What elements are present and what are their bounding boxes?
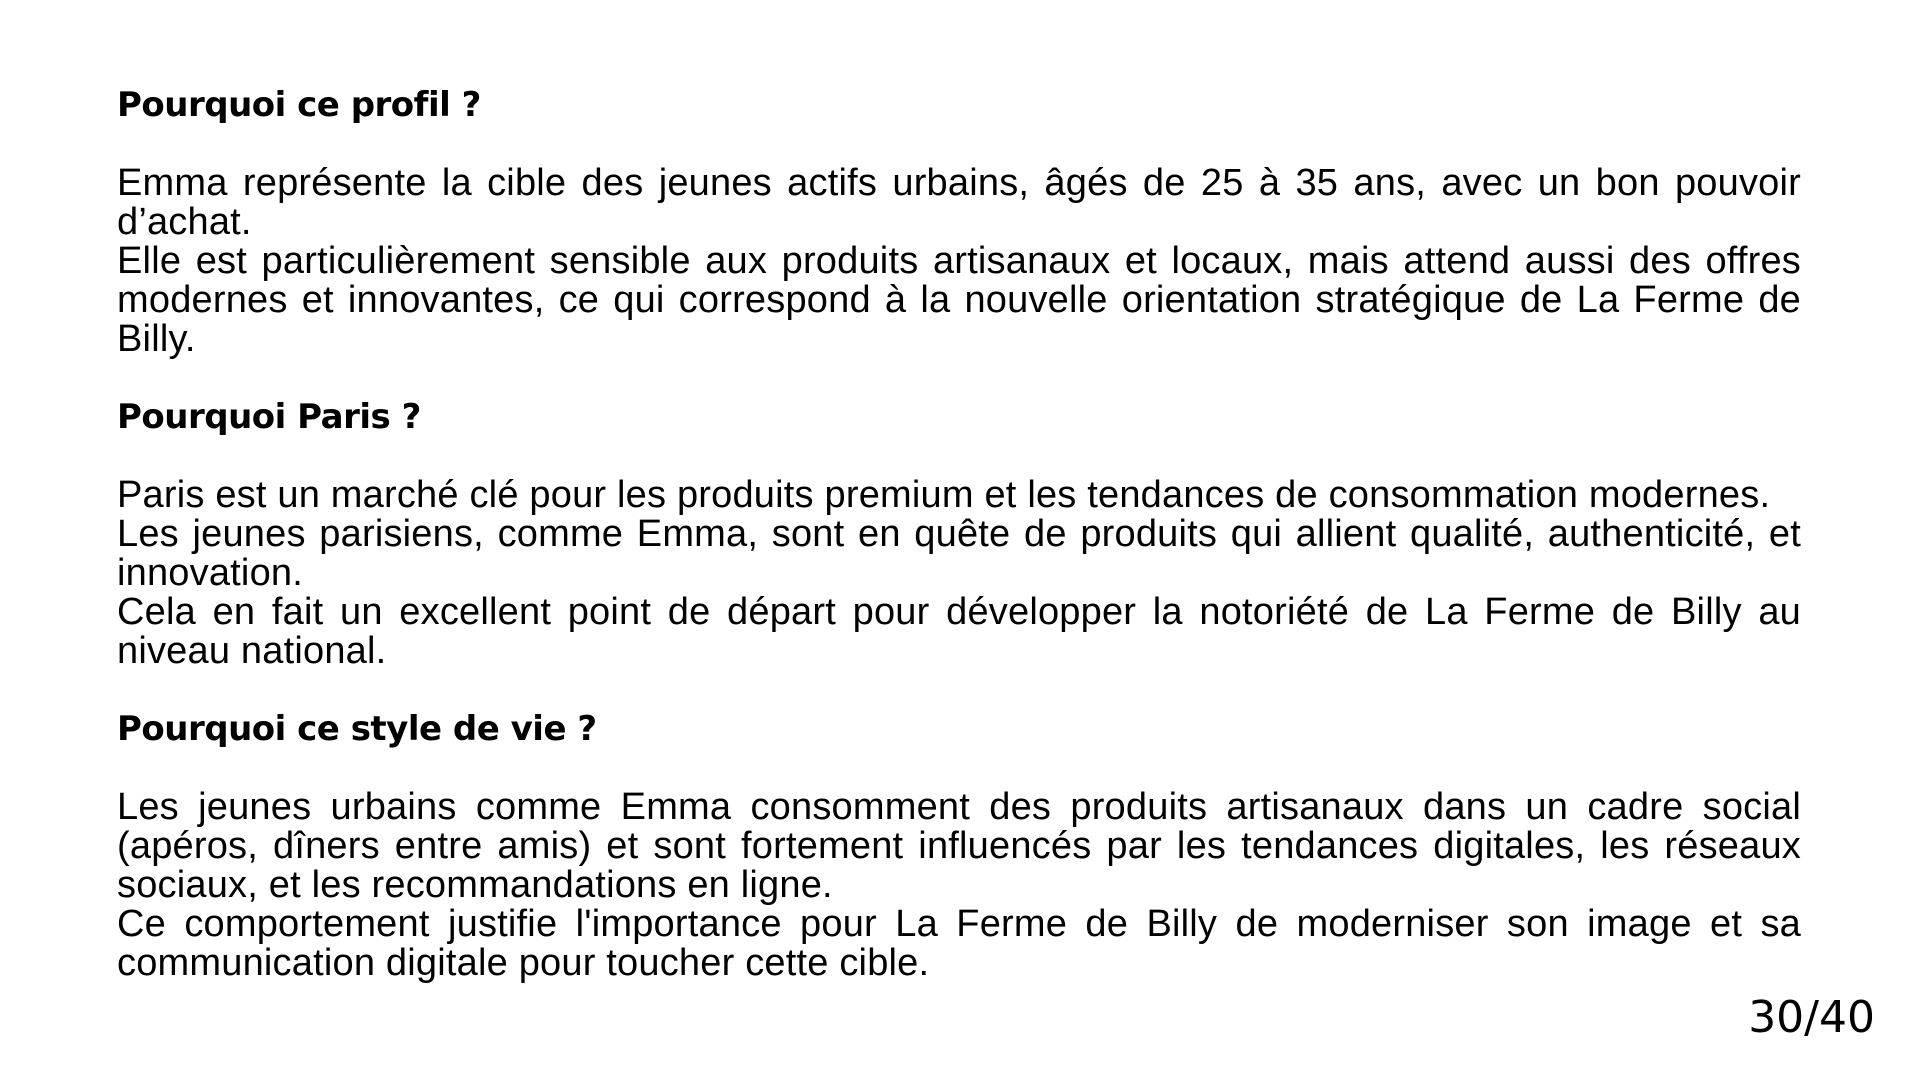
- paragraph: Elle est particulièrement sensible aux produits artisanaux et locaux, mais attend aussi des offres modernes et innovantes, ce qui correspond à la nouvelle orientation stratégique de La Ferme de Billy.: [117, 240, 1801, 360]
- paragraph: Paris est un marché clé pour les produits premium et les tendances de consommation modernes.: [117, 474, 1771, 516]
- paragraph: Ce comportement justifie l'importance pour La Ferme de Billy de moderniser son image et sa communication digitale pour toucher cette cible.: [117, 903, 1801, 984]
- spacer: [117, 749, 1801, 788]
- spacer: [117, 671, 1801, 710]
- spacer: [117, 359, 1801, 398]
- slide-content: [117, 86, 1801, 983]
- paragraph: Les jeunes parisiens, comme Emma, sont en quête de produits qui allient qualité, authenticité, et innovation.: [117, 513, 1801, 594]
- spacer: [117, 125, 1801, 164]
- section-heading-style-de-vie: Pourquoi ce style de vie ?: [117, 709, 597, 749]
- section-heading-paris: Pourquoi Paris ?: [117, 397, 421, 437]
- section-heading-profil: Pourquoi ce profil ?: [117, 85, 481, 125]
- paragraph: Emma représente la cible des jeunes actifs urbains, âgés de 25 à 35 ans, avec un bon pouvoir d’achat.: [117, 162, 1801, 243]
- spacer: [117, 437, 1801, 476]
- paragraph: Les jeunes urbains comme Emma consomment des produits artisanaux dans un cadre social (apéros, dîners entre amis) et sont fortement influencés par les tendances digitales, les réseaux sociaux, et les recommandations en ligne.: [117, 786, 1801, 906]
- page-number: 30/40: [1748, 992, 1875, 1043]
- paragraph: Cela en fait un excellent point de départ pour développer la notoriété de La Ferme de Billy au niveau national.: [117, 591, 1801, 672]
